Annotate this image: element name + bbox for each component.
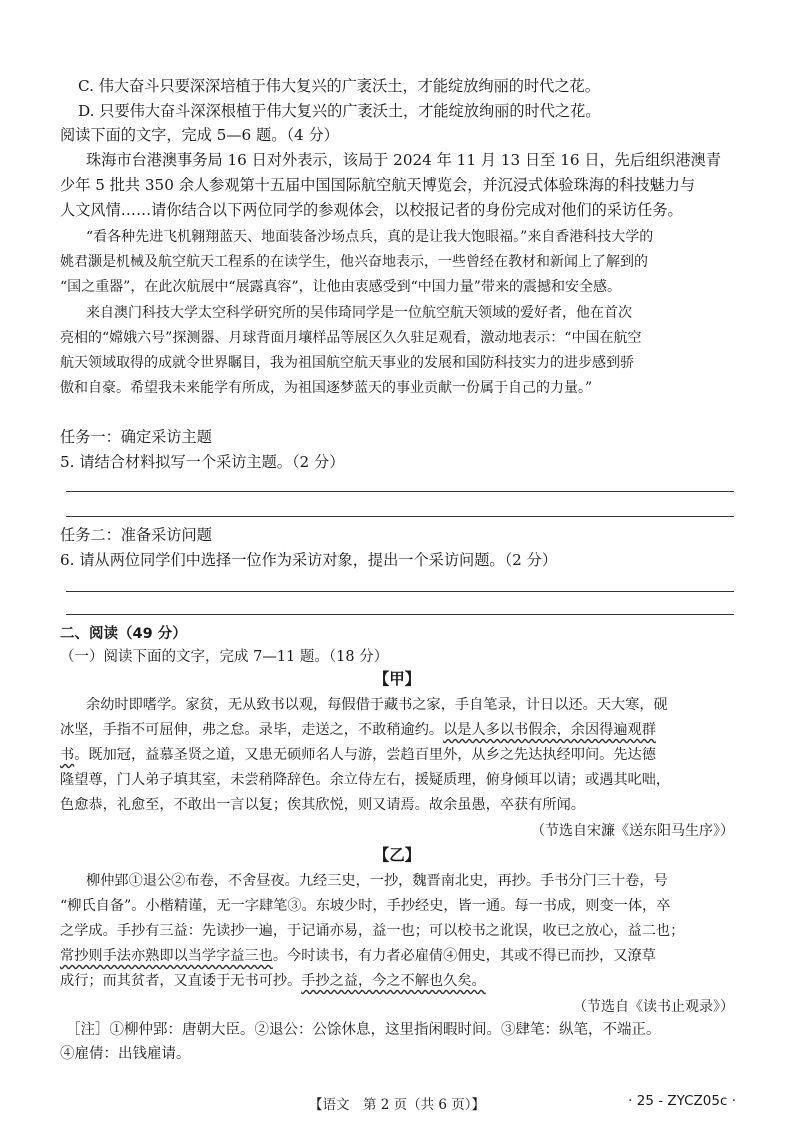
paragraph-line: 来自澳门科技大学太空科学研究所的吴伟琦同学是一位航空航天领域的爱好者，他在首次	[86, 305, 632, 321]
option-d: D. 只要伟大奋斗深深根植于伟大复兴的广袤沃土，才能绽放绚丽的时代之花。	[78, 102, 601, 120]
paragraph-line: “看各种先进飞机翱翔蓝天、地面装备沙场点兵，真的是让我大饱眼福。”来自香港科技大学的	[86, 229, 654, 245]
classical-line: 色愈恭，礼愈至，不敢出一言以复；俟其欣悦，则又请焉。故余虽愚，卒获有所闻。	[60, 797, 585, 813]
paragraph-line: 亮相的“嫦娥六号”探测器、月球背面月壤样品等展区久久驻足观看，激动地表示：“中国在航空	[60, 330, 642, 346]
classical-line: 余幼时即嗜学。家贫，无从致书以观，每假借于藏书之家，手自笔录，计日以还。天大寒，砚	[86, 697, 668, 713]
passage-yi-title: 【乙】	[373, 845, 421, 864]
paragraph-line: 姚君灏是机械及航空航天工程系的在读学生，他兴奋地表示，一些曾经在教材和新闻上了解到的	[60, 254, 648, 270]
paragraph-line: “国之重器”，在此次航展中“展露真容”，让他由衷感受到“中国力量”带来的震撼和安全感。	[60, 279, 621, 295]
underlined-sentence: 手抄之益，今之不解也久矣。	[301, 973, 486, 989]
underlined-sentence: 以是人多以书假余，余因得遍观群	[443, 722, 656, 738]
paragraph-line: 珠海市台港澳事务局 16 日对外表示，该局于 2024 年 11 月 13 日至 16 日，先后组织港澳青	[86, 151, 722, 169]
page-number: 【语文 第 2 页（共 6 页）】	[308, 1097, 486, 1113]
task2-title: 任务二：准备采访问题	[60, 526, 212, 544]
classical-line: 柳仲郢①退公②布卷，不舍昼夜。九经三史，一抄，魏晋南北史，再抄。手书分门三十卷，号	[86, 873, 668, 889]
classical-line: 之学成。手抄有三益：先读抄一遍，于记诵亦易，益一也；可以校书之讹误，收已之放心，益二也；	[60, 923, 685, 939]
classical-line: 隆望尊，门人弟子填其室，未尝稍降辞色。余立侍左右，援疑质理，俯身倾耳以请；或遇其叱咄，	[60, 772, 671, 788]
paragraph-line: 傲和自豪。希望我未来能学有所成，为祖国逐梦蓝天的事业贡献一份属于自己的力量。”	[60, 380, 593, 396]
annotation-line: ［注］①柳仲郢：唐朝大臣。②退公：公馀休息，这里指闲暇时间。③肆笔：纵笔，不端正。	[66, 1022, 661, 1038]
answer-line[interactable]	[66, 614, 734, 615]
classical-line: 常抄则手法亦熟即以当学字益三也。今时读书，有力者必雇倩④佣史，其或不得已而抄，又潦草	[60, 948, 656, 964]
passage-yi-source: （节选自《读书止观录》）	[573, 999, 734, 1015]
underlined-sentence: 书	[60, 747, 75, 763]
reading-instruction: 阅读下面的文字，完成 5—6 题。（4 分）	[60, 126, 339, 144]
paragraph-line: 航天领域取得的成就令世界瞩目，我为祖国航空航天事业的发展和国防科技实力的进步感到骄	[60, 355, 634, 371]
classical-line: 成行；而其贫者，又直诿于无书可抄。手抄之益，今之不解也久矣。	[60, 973, 486, 989]
passage-jia-source: （节选自宋濂《送东阳马生序》）	[531, 823, 734, 839]
classical-line: 书。既加冠，益慕圣贤之道，又患无硕师名人与游，尝趋百里外，从乡之先达执经叩问。先达德	[60, 747, 656, 763]
answer-line[interactable]	[66, 491, 734, 492]
section-subtitle: （一）阅读下面的文字，完成 7—11 题。（18 分）	[60, 649, 389, 665]
paragraph-line: 人文风情……请你结合以下两位同学的参观体会，以校报记者的身份完成对他们的采访任务。	[60, 201, 683, 219]
classical-line: “柳氏自备”。小楷精谨，无一字肆笔③。东坡少时，手抄经史，皆一通。每一书成，则变一体，卒	[60, 898, 671, 914]
section-title: 二、阅读（49 分）	[60, 626, 187, 642]
task2-question: 6. 请从两位同学们中选择一位作为采访对象，提出一个采访问题。（2 分）	[60, 551, 558, 569]
exam-code: · 25 - ZYCZ05c ·	[628, 1093, 736, 1109]
paragraph-line: 少年 5 批共 350 余人参观第十五届中国国际航空航天博览会，并沉浸式体验珠海的科技魅力与	[60, 176, 696, 194]
task1-title: 任务一：确定采访主题	[60, 428, 212, 446]
annotation-line: ④雇倩：出钱雇请。	[60, 1046, 191, 1062]
answer-line[interactable]	[66, 516, 734, 517]
passage-jia-title: 【甲】	[373, 669, 421, 688]
answer-line[interactable]	[66, 591, 734, 592]
task1-question: 5. 请结合材料拟写一个采访主题。（2 分）	[60, 453, 345, 471]
option-c: C. 伟大奋斗只要深深培植于伟大复兴的广袤沃土，才能绽放绚丽的时代之花。	[78, 77, 600, 95]
classical-line: 冰坚，手指不可屈伸，弗之怠。录毕，走送之，不敢稍逾约。以是人多以书假余，余因得遍观群	[60, 722, 656, 738]
underlined-sentence: 常抄则手法亦熟即以当学字益三也	[60, 948, 273, 964]
